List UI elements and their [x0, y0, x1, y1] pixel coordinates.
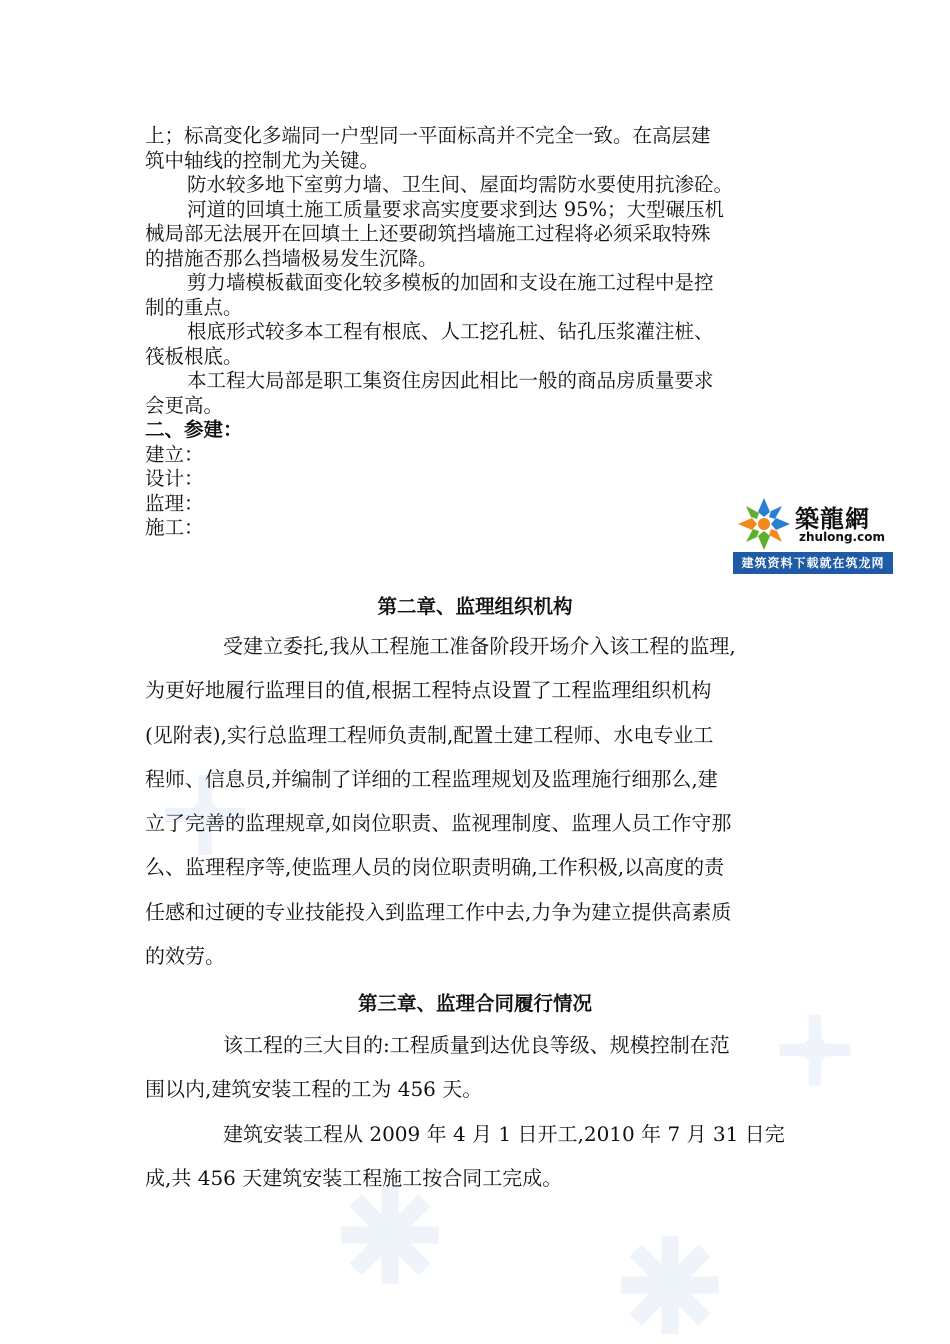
paragraph-line: 建立： — [145, 442, 204, 466]
chapter-2-title: 第二章、监理组织机构 — [377, 595, 573, 618]
paragraph-line: 筑中轴线的控制尤为关键。 — [145, 148, 380, 172]
chapter-2-body — [145, 624, 815, 978]
paragraph-line: 受建立委托,我从工程施工准备阶段开场介入该工程的监理, — [223, 634, 736, 658]
section-1-text — [145, 124, 815, 541]
zhulong-logo — [733, 493, 893, 575]
paragraph-line: 会更高。 — [145, 393, 224, 417]
paragraph-line: 施工： — [145, 516, 204, 539]
paragraph-line: 围以内,建筑安装工程的工为 456 天。 — [145, 1077, 483, 1102]
zhulong-logo-icon — [735, 495, 793, 553]
paragraph-line: 建筑安装工程从 2009 年 4 月 1 日开工,2010 年 7 月 31 日完 — [223, 1121, 785, 1146]
paragraph-line: 为更好地履行监理目的值,根据工程特点设置了工程监理组织机构 — [145, 678, 712, 703]
paragraph-line: (见附表),实行总监理工程师负责制,配置土建工程师、水电专业工 — [145, 722, 714, 747]
paragraph-line: 筏板根底。 — [145, 344, 243, 368]
paragraph-line: 么、监理程序等,使监理人员的岗位职责明确,工作积极,以高度的责 — [145, 855, 725, 880]
paragraph-line: 剪力墙模板截面变化较多模板的加固和支设在施工过程中是控 — [187, 271, 714, 294]
paragraph-line: 根底形式较多本工程有根底、人工挖孔桩、钻孔压浆灌注桩、 — [187, 320, 714, 343]
paragraph-line: 的效劳。 — [145, 944, 225, 969]
chapter-3-title: 第三章、监理合同履行情况 — [357, 992, 592, 1015]
paragraph-line: 任感和过硬的专业技能投入到监理工作中去,力争为建立提供高素质 — [145, 899, 732, 924]
paragraph-line: 械局部无法展开在回填土上还要砌筑挡墙施工过程将必须采取特殊 — [145, 222, 711, 245]
watermark-icon — [615, 1230, 725, 1340]
chapter-3-body — [145, 1023, 815, 1200]
paragraph-line: 该工程的三大目的:工程质量到达优良等级、规模控制在范 — [223, 1033, 730, 1057]
paragraph-line: 设计： — [145, 467, 204, 490]
paragraph-line: 程师、信息员,并编制了详细的工程监理规划及监理施行细那么,建 — [145, 766, 718, 791]
paragraph-line: 成,共 456 天建筑安装工程施工按合同工完成。 — [145, 1165, 563, 1190]
paragraph-line: 制的重点。 — [145, 295, 243, 319]
paragraph-line: 监理： — [145, 491, 204, 515]
paragraph-line: 的措施否那么挡墙极易发生沉降。 — [145, 246, 438, 270]
logo-domain: zhulong.com — [799, 530, 885, 544]
logo-name: 築龍網 — [795, 504, 870, 533]
paragraph-line: 河道的回填土施工质量要求高实度要求到达 95%；大型碾压机 — [187, 197, 725, 221]
logo-slogan: 建筑资料下载就在筑龙网 — [733, 552, 893, 574]
paragraph-line: 防水较多地下室剪力墙、卫生间、屋面均需防水要使用抗渗砼。 — [187, 173, 734, 196]
paragraph-line: 上；标高变化多端同一户型同一平面标高并不完全一致。在高层建 — [145, 124, 711, 147]
paragraph-line: 立了完善的监理规章,如岗位职责、监视理制度、监理人员工作守那 — [145, 811, 732, 836]
paragraph-line: 二、参建： — [145, 418, 243, 441]
paragraph-line: 本工程大局部是职工集资住房因此相比一般的商品房质量要求 — [187, 369, 714, 392]
